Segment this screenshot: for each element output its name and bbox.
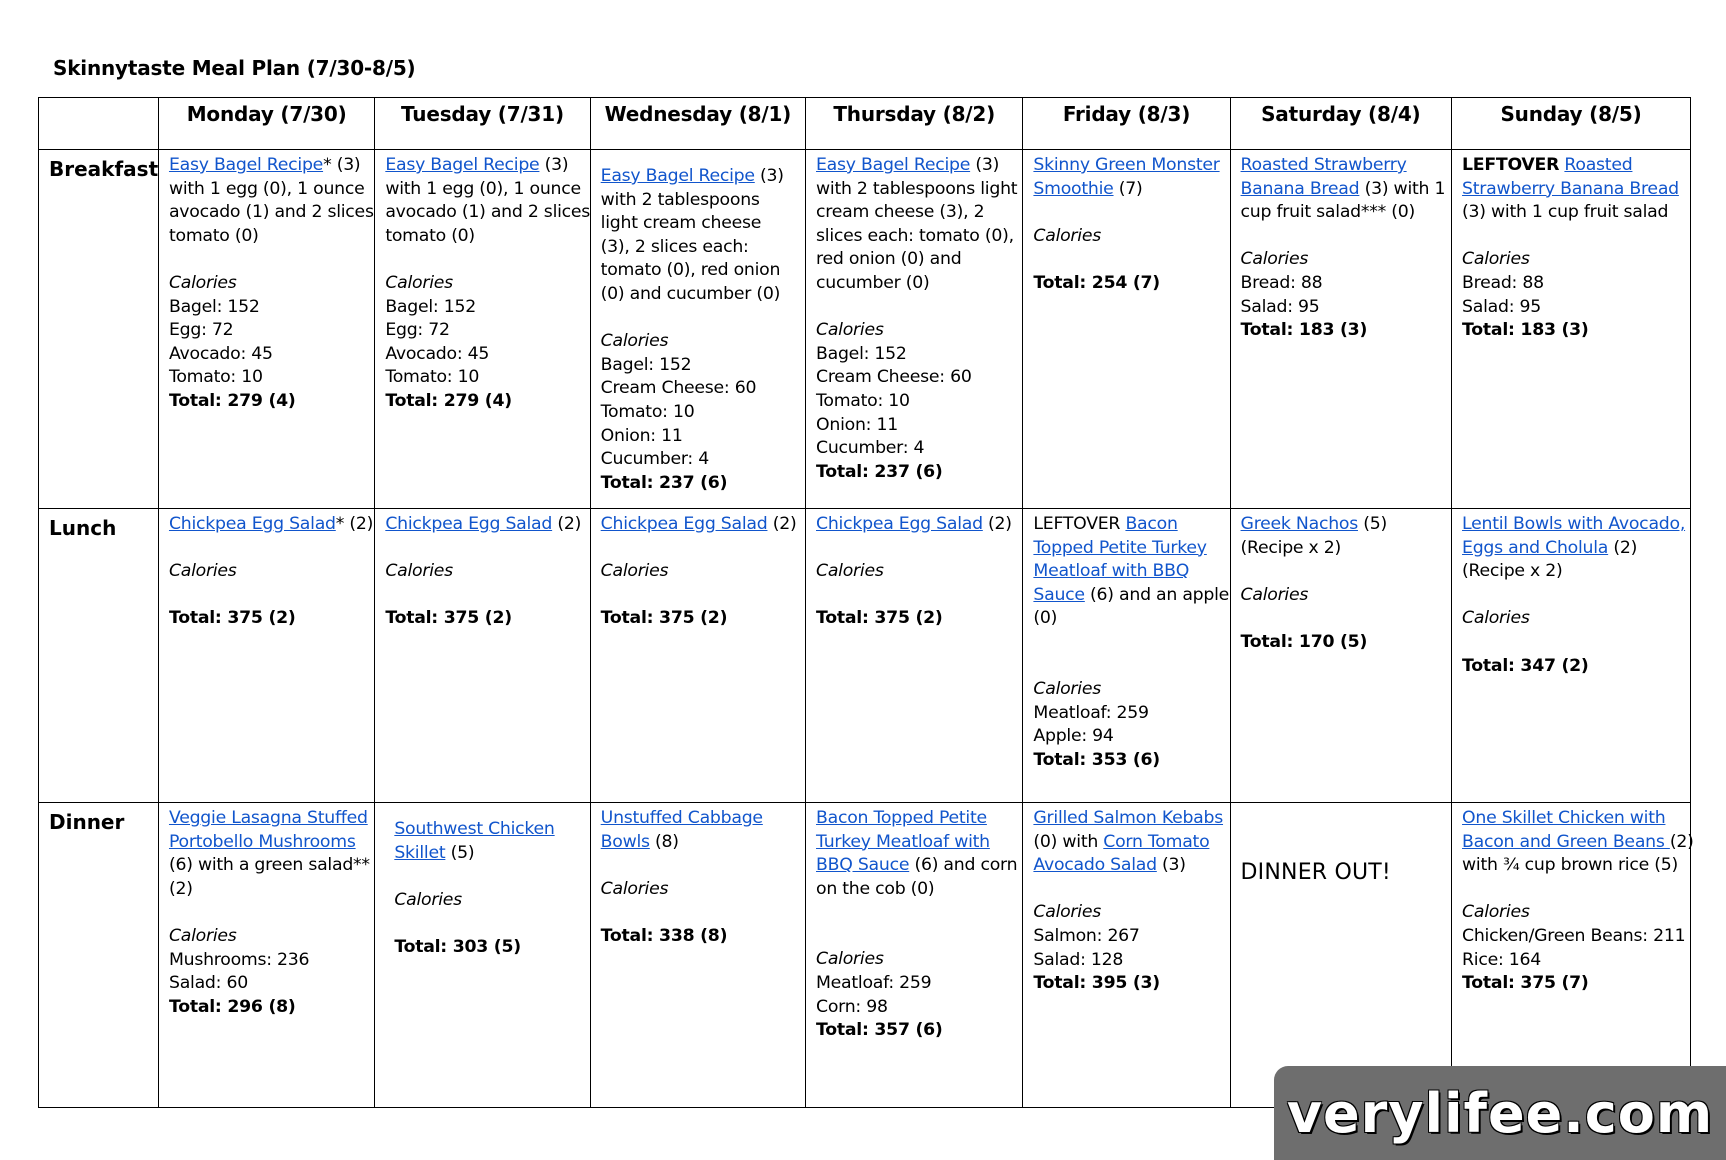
calorie-line: Rice: 164 — [1462, 949, 1542, 970]
recipe-link[interactable]: Easy Bagel Recipe — [600, 166, 755, 186]
calorie-line: Corn: 98 — [816, 996, 888, 1017]
calorie-line: Cucumber: 4 — [600, 449, 709, 470]
cell-text: (3) with 1 — [1359, 178, 1446, 199]
page-title: Skinnytaste Meal Plan (7/30-8/5) — [53, 56, 416, 80]
total-line: Total: 183 (3) — [1240, 320, 1368, 341]
calories-label: Calories — [168, 561, 237, 582]
row-label-dinner: Dinner — [39, 803, 159, 1108]
dinner-out-text: DINNER OUT! — [1240, 860, 1391, 885]
recipe-link[interactable]: Bacon and Green Beans — [1462, 831, 1670, 852]
recipe-link[interactable]: Grilled Salmon Kebabs — [1033, 808, 1224, 828]
recipe-link[interactable]: Turkey Meatloaf with — [816, 831, 990, 852]
cell-text: red onion (0) and — [816, 249, 962, 270]
recipe-link[interactable]: Chickpea Egg Salad — [385, 514, 553, 534]
cell-text: tomato (0) — [168, 225, 259, 246]
calorie-line: Salad: 95 — [1240, 296, 1320, 317]
total-line: Total: 375 (2) — [385, 608, 512, 629]
cell-text: (3) — [754, 166, 784, 186]
lunch-row — [39, 509, 1691, 803]
cell-text: with 1 egg (0), 1 ounce — [385, 178, 581, 199]
total-line: Total: 237 (6) — [816, 461, 943, 482]
total-line: Total: 279 (4) — [385, 390, 512, 411]
calories-label: Calories — [600, 561, 669, 582]
recipe-link[interactable]: Smoothie — [1033, 178, 1114, 199]
dinner-wednesday-cell — [590, 803, 805, 1108]
calorie-line: Avocado: 45 — [168, 343, 273, 364]
meal-plan-table — [38, 97, 1694, 1108]
breakfast-thursday-cell — [806, 150, 1023, 509]
header-saturday: Saturday (8/4) — [1230, 98, 1451, 150]
total-line: Total: 183 (3) — [1462, 320, 1589, 341]
cell-text: slices each: tomato (0), — [816, 225, 1014, 246]
cell-text: (8) — [649, 831, 679, 852]
cell-text: (2) — [1608, 537, 1638, 558]
calories-label: Calories — [600, 878, 669, 899]
recipe-link[interactable]: One Skillet Chicken with — [1462, 808, 1666, 828]
cell-text: with 2 tablespoons light — [816, 178, 1018, 199]
corner-cell — [39, 98, 159, 150]
calorie-line: Bagel: 152 — [385, 296, 476, 317]
recipe-link[interactable]: Chickpea Egg Salad — [168, 514, 336, 534]
cell-text: (Recipe x 2) — [1462, 561, 1563, 582]
calories-label: Calories — [1462, 608, 1530, 629]
recipe-link[interactable]: Easy Bagel Recipe — [385, 155, 540, 175]
cell-text: tomato (0) — [385, 225, 475, 246]
cell-text: * (2) — [335, 514, 374, 534]
calorie-line: Bagel: 152 — [816, 343, 907, 364]
calorie-line: Salmon: 267 — [1033, 925, 1140, 946]
total-line: Total: 375 (2) — [168, 608, 296, 629]
total-line: Total: 296 (8) — [168, 996, 296, 1017]
calories-label: Calories — [600, 331, 669, 352]
cell-text: (3) — [1156, 855, 1186, 876]
recipe-link[interactable]: Eggs and Cholula — [1462, 537, 1609, 558]
calorie-line: Tomato: 10 — [600, 401, 695, 422]
cell-text: tomato (0), red onion — [600, 260, 781, 281]
calories-label: Calories — [394, 889, 462, 910]
calories-label: Calories — [1240, 584, 1309, 605]
total-line: Total: 170 (5) — [1240, 631, 1368, 652]
total-line: Total: 338 (8) — [600, 925, 728, 946]
cell-text: with 2 tablespoons — [600, 189, 760, 210]
total-line: Total: 279 (4) — [168, 390, 296, 411]
header-friday: Friday (8/3) — [1023, 98, 1230, 150]
header-thursday: Thursday (8/2) — [806, 98, 1023, 150]
cell-text: cup fruit salad*** (0) — [1240, 202, 1416, 223]
recipe-link[interactable]: Portobello Mushrooms — [168, 831, 356, 852]
cell-text: light cream cheese — [600, 213, 762, 234]
header-tuesday: Tuesday (7/31) — [375, 98, 590, 150]
calorie-line: Tomato: 10 — [816, 390, 910, 411]
calorie-line: Cream Cheese: 60 — [600, 378, 757, 399]
calorie-line: Cream Cheese: 60 — [816, 367, 972, 388]
cell-text: (6) with a green salad** — [168, 855, 370, 876]
calorie-line: Avocado: 45 — [385, 343, 490, 364]
total-line: Total: 395 (3) — [1033, 973, 1160, 994]
calorie-line: Bagel: 152 — [168, 296, 260, 317]
calories-label: Calories — [816, 949, 884, 970]
breakfast-sunday-cell — [1452, 150, 1691, 509]
recipe-link[interactable]: Corn Tomato — [1103, 831, 1210, 852]
cell-text: on the cob (0) — [816, 878, 935, 899]
recipe-link[interactable]: Strawberry Banana Bread — [1462, 178, 1679, 199]
cell-text: (3), 2 slices each: — [600, 236, 749, 257]
calories-label: Calories — [1033, 678, 1101, 699]
calorie-line: Salad: 95 — [1462, 296, 1542, 317]
watermark-text: verylifee.com — [1286, 1081, 1714, 1145]
calorie-line: Meatloaf: 259 — [1033, 702, 1149, 723]
lunch-friday-cell — [1023, 509, 1230, 803]
cell-text: (2) — [982, 514, 1012, 534]
cell-text: (2) — [1669, 831, 1694, 852]
calorie-line: Cucumber: 4 — [816, 438, 925, 459]
calories-label: Calories — [1462, 902, 1530, 923]
cell-text: (6) and an apple — [1084, 584, 1230, 605]
recipe-link[interactable]: Banana Bread — [1240, 178, 1360, 199]
total-line: Total: 375 (7) — [1462, 973, 1589, 994]
recipe-link[interactable]: Veggie Lasagna Stuffed — [168, 808, 368, 828]
calories-label: Calories — [385, 272, 453, 293]
recipe-link[interactable]: Chickpea Egg Salad — [816, 514, 983, 534]
calories-label: Calories — [168, 925, 237, 946]
total-line: Total: 254 (7) — [1033, 272, 1160, 293]
calorie-line: Salad: 128 — [1033, 949, 1124, 970]
cell-text: (0) and cucumber (0) — [600, 283, 781, 304]
cell-text: (7) — [1113, 178, 1143, 199]
recipe-link[interactable]: Easy Bagel Recipe — [168, 155, 324, 175]
calorie-line: Onion: 11 — [600, 425, 683, 446]
calories-label: Calories — [816, 561, 884, 582]
row-label-breakfast: Breakfast — [39, 150, 159, 509]
lunch-monday-cell — [158, 509, 374, 803]
cell-text: (3) with 1 cup fruit salad — [1462, 202, 1669, 223]
cell-text: (0) with — [1033, 831, 1104, 852]
cell-text: cucumber (0) — [816, 272, 930, 293]
recipe-link[interactable]: Greek Nachos — [1240, 514, 1358, 534]
calorie-line: Tomato: 10 — [385, 367, 480, 388]
calorie-line: Egg: 72 — [385, 320, 450, 341]
dinner-monday-cell — [158, 803, 374, 1108]
calorie-line: Egg: 72 — [168, 320, 234, 341]
lunch-wednesday-cell — [590, 509, 805, 803]
total-line: Total: 353 (6) — [1033, 749, 1160, 770]
dinner-tuesday-cell — [375, 803, 590, 1108]
calorie-line: Salad: 60 — [168, 973, 248, 994]
lunch-sunday-cell — [1452, 509, 1691, 803]
breakfast-row — [39, 150, 1691, 509]
cell-text: * (3) — [323, 155, 361, 175]
header-wednesday: Wednesday (8/1) — [590, 98, 805, 150]
cell-text: (0) — [1033, 608, 1058, 629]
recipe-link[interactable]: Lentil Bowls with Avocado, — [1462, 514, 1686, 534]
breakfast-friday-cell — [1023, 150, 1230, 509]
calorie-line: Bagel: 152 — [600, 354, 692, 375]
cell-text: (5) — [1357, 514, 1387, 534]
recipe-link[interactable]: Sauce — [1033, 584, 1085, 605]
row-label-lunch: Lunch — [39, 509, 159, 803]
cell-text: (2) — [552, 514, 582, 534]
cell-text: avocado (1) and 2 slices — [168, 202, 374, 223]
recipe-link[interactable]: Bacon Topped Petite — [816, 808, 987, 828]
calorie-line: Tomato: 10 — [168, 367, 263, 388]
recipe-link[interactable]: Avocado Salad — [1033, 855, 1157, 876]
dinner-row — [39, 803, 1691, 1108]
dinner-sunday-cell — [1452, 803, 1694, 1108]
calorie-line: Chicken/Green Beans: 211 — [1462, 925, 1686, 946]
breakfast-monday-cell — [158, 150, 374, 509]
calorie-line: Bread: 88 — [1462, 272, 1544, 293]
recipe-link[interactable]: Unstuffed Cabbage — [600, 808, 763, 828]
watermark-badge — [1274, 1066, 1726, 1160]
calories-label: Calories — [168, 272, 237, 293]
dinner-thursday-cell — [806, 803, 1023, 1108]
leftover-label: LEFTOVER — [1462, 155, 1560, 175]
recipe-link[interactable]: BBQ Sauce — [816, 855, 910, 876]
dinner-friday-cell — [1023, 803, 1230, 1108]
lunch-thursday-cell — [806, 509, 1023, 803]
breakfast-saturday-cell — [1230, 150, 1451, 509]
calorie-line: Meatloaf: 259 — [816, 972, 932, 993]
cell-text: (Recipe x 2) — [1240, 537, 1342, 558]
calories-label: Calories — [1240, 249, 1309, 270]
cell-text: (3) — [970, 155, 1000, 175]
calorie-line: Apple: 94 — [1033, 726, 1114, 747]
cell-text: with 1 egg (0), 1 ounce — [168, 178, 365, 199]
recipe-link[interactable]: Bowls — [600, 831, 650, 852]
recipe-link[interactable]: Bacon — [1125, 514, 1178, 534]
total-line: Total: 357 (6) — [816, 1020, 943, 1041]
total-line: Total: 303 (5) — [394, 936, 521, 957]
recipe-link[interactable]: Easy Bagel Recipe — [816, 155, 971, 175]
breakfast-tuesday-cell — [375, 150, 590, 509]
recipe-link[interactable]: Skinny Green Monster — [1033, 155, 1220, 175]
dinner-saturday-cell — [1230, 803, 1451, 1108]
recipe-link[interactable]: Chickpea Egg Salad — [600, 514, 768, 534]
cell-text: (6) and corn — [909, 855, 1018, 876]
cell-text: (2) — [767, 514, 797, 534]
calories-label: Calories — [1033, 225, 1101, 246]
calorie-line: Mushrooms: 236 — [168, 949, 310, 970]
header-row — [39, 98, 1691, 150]
cell-text: with ¾ cup brown rice (5) — [1462, 855, 1678, 876]
cell-text: avocado (1) and 2 slices — [385, 202, 591, 223]
lunch-saturday-cell — [1230, 509, 1451, 803]
header-monday: Monday (7/30) — [158, 98, 374, 150]
calories-label: Calories — [1462, 249, 1530, 270]
cell-text: (5) — [445, 842, 475, 863]
recipe-link[interactable]: Topped Petite Turkey — [1033, 537, 1207, 558]
cell-text: (2) — [168, 878, 193, 899]
calories-label: Calories — [385, 561, 453, 582]
breakfast-wednesday-cell — [590, 150, 805, 509]
header-sunday: Sunday (8/5) — [1452, 98, 1691, 150]
total-line: Total: 375 (2) — [816, 608, 943, 629]
calories-label: Calories — [1033, 902, 1101, 923]
leftover-label: LEFTOVER — [1033, 514, 1126, 534]
lunch-tuesday-cell — [375, 509, 590, 803]
cell-text: cream cheese (3), 2 — [816, 202, 985, 223]
recipe-link[interactable]: Skillet — [394, 842, 446, 863]
total-line: Total: 237 (6) — [600, 472, 728, 493]
cell-text: (3) — [539, 155, 569, 175]
total-line: Total: 375 (2) — [600, 608, 728, 629]
calorie-line: Onion: 11 — [816, 414, 898, 435]
recipe-link[interactable]: Roasted Strawberry — [1240, 155, 1407, 175]
calories-label: Calories — [816, 320, 884, 341]
calorie-line: Bread: 88 — [1240, 272, 1323, 293]
total-line: Total: 347 (2) — [1462, 655, 1589, 676]
recipe-link[interactable]: Roasted — [1564, 155, 1633, 175]
recipe-link[interactable]: Southwest Chicken — [394, 819, 555, 839]
recipe-link[interactable]: Meatloaf with BBQ — [1033, 561, 1190, 582]
